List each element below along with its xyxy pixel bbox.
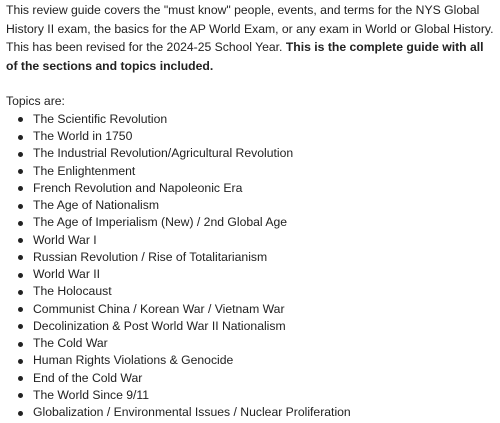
bullet-icon <box>18 238 23 243</box>
list-item-label: The Enlightenment <box>33 163 136 178</box>
list-item-label: The Holocaust <box>33 284 112 299</box>
list-item-label: The Scientific Revolution <box>33 111 168 126</box>
list-item-label: Russian Revolution / Rise of Totalitarianism <box>33 249 268 264</box>
bullet-icon <box>18 376 23 381</box>
intro-text: This review guide covers the "must know" people, events, and terms for the NYS Global History II exam, the basics for the AP World Exam, or any exam in World or Global History. This has been revised for the 2024-25 School Year. <box>6 3 494 55</box>
list-item-label: Decolinization & Post World War II Nationalism <box>33 318 286 333</box>
bullet-icon <box>18 255 23 260</box>
bullet-icon <box>18 204 23 209</box>
list-item-label: The Age of Nationalism <box>33 198 160 213</box>
list-item-label: The Cold War <box>33 336 108 351</box>
intro-paragraph <box>6 1 494 75</box>
list-item <box>16 318 494 335</box>
list-item-label: French Revolution and Napoleonic Era <box>33 180 243 195</box>
bullet-icon <box>18 342 23 347</box>
bullet-icon <box>18 359 23 364</box>
list-item <box>16 249 494 266</box>
list-item <box>16 180 494 197</box>
list-item-label: World War II <box>33 267 101 282</box>
list-item <box>16 283 494 300</box>
topic-list <box>6 111 494 422</box>
list-item <box>16 404 494 421</box>
list-item <box>16 111 494 128</box>
bullet-icon <box>18 135 23 140</box>
list-item-label: Human Rights Violations & Genocide <box>33 353 234 368</box>
list-item <box>16 163 494 180</box>
list-item-label: The World Since 9/11 <box>33 387 150 402</box>
bullet-icon <box>18 393 23 398</box>
list-item <box>16 370 494 387</box>
list-item-label: Communist China / Korean War / Vietnam War <box>33 301 285 316</box>
list-item <box>16 197 494 214</box>
intro-bold-text: This is the complete guide with all of the sections and topics included. <box>6 40 484 73</box>
list-item-label: Globalization / Environmental Issues / Nuclear Proliferation <box>33 405 351 420</box>
bullet-icon <box>18 221 23 226</box>
bullet-icon <box>18 273 23 278</box>
list-item <box>16 335 494 352</box>
list-item-label: End of the Cold War <box>33 370 143 385</box>
bullet-icon <box>18 290 23 295</box>
list-item-label: The World in 1750 <box>33 129 133 144</box>
bullet-icon <box>18 117 23 122</box>
list-item <box>16 301 494 318</box>
bullet-icon <box>18 307 23 312</box>
topics-label: Topics are: <box>6 94 65 109</box>
bullet-icon <box>18 169 23 174</box>
list-item <box>16 232 494 249</box>
list-item <box>16 214 494 231</box>
bullet-icon <box>18 152 23 157</box>
list-item <box>16 145 494 162</box>
bullet-icon <box>18 411 23 416</box>
list-item-label: The Age of Imperialism (New) / 2nd Global Age <box>33 215 288 230</box>
list-item-label: The Industrial Revolution/Agricultural Revolution <box>33 146 294 161</box>
list-item <box>16 352 494 369</box>
list-item <box>16 387 494 404</box>
list-item-label: World War I <box>33 232 97 247</box>
bullet-icon <box>18 324 23 329</box>
list-item <box>16 128 494 145</box>
list-item <box>16 266 494 283</box>
bullet-icon <box>18 186 23 191</box>
